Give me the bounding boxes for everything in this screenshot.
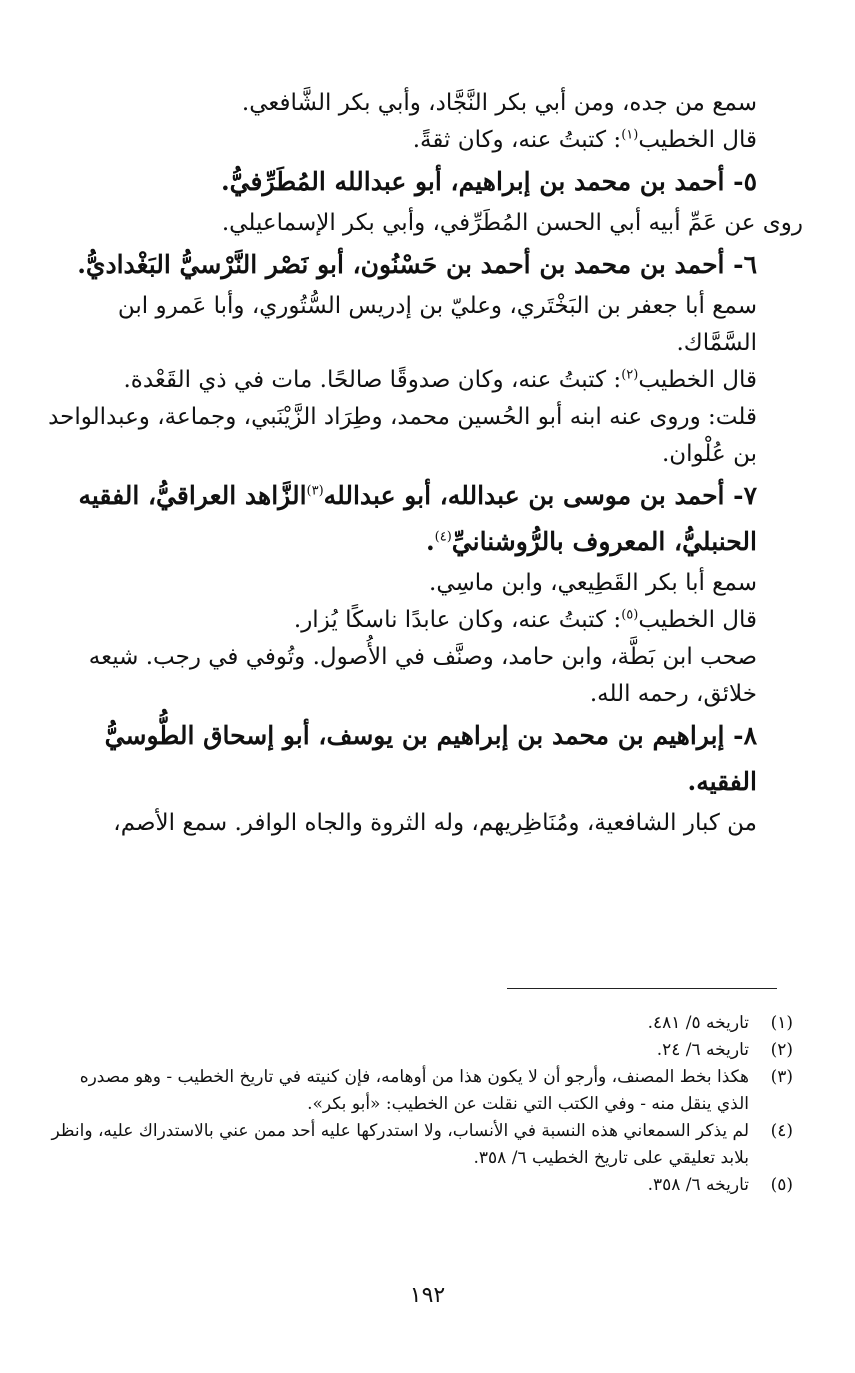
footnotes (48, 1010, 793, 1199)
paragraph-2: قال الخطيب$^{(١)}$: كتبتُ عنه، وكان ثقةً. (412, 127, 757, 153)
paragraph-1: سمع من جده، ومن أبي بكر النَّجَّاد، وأبي بكر الشَّافعي. (241, 90, 757, 116)
page-number: ١٩٢ (409, 1283, 446, 1308)
paragraph-10: من كبار الشافعية، ومُنَاظِريهم، وله الثروة والجاه الوافر. سمع الأصم، (113, 810, 757, 836)
footnote-number: (٢) (770, 1040, 793, 1060)
footnote-number: (٤) (770, 1121, 793, 1141)
footnote-text: لم يذكر السمعاني هذه النسبة في الأنساب، ولا استدركها عليه أحد ممن عني بالاستدراك عليه، وانظر بلابد تعليقي على تاريخ الخطيب ٦/ ٣٥٨. (51, 1121, 749, 1168)
paragraph-4: سمع أبا جعفر بن البَخْتَري، وعليّ بن إدريس السُّتُوري، وأبا عَمرو ابن السَّمَّاك. (117, 293, 757, 356)
entry-title-6: ٦- أحمد بن محمد بن أحمد بن حَسْنُون، أبو نَصْر النَّرْسيُّ البَغْداديُّ. (77, 250, 757, 279)
footnote-number: (٣) (770, 1067, 793, 1087)
paragraph-6: قلت: وروى عنه ابنه أبو الحُسين محمد، وطِرَاد الزَّيْنَبي، وجماعة، وعبدالواحد بن عُلْوان. (48, 404, 757, 467)
paragraph-9: صحب ابن بَطَّة، وابن حامد، وصنَّف في الأُصول. وتُوفي في رجب. شيعه خلائق، رحمه الله. (88, 644, 757, 707)
entry-title-7: ٧- أحمد بن موسى بن عبدالله، أبو عبدالله$^{(٣)}$الزَّاهد العراقيُّ، الفقيه الحنبليُّ، المعروف بالرُّوشنانيِّ$^{(٤)}$. (78, 481, 757, 556)
footnote-3 (48, 1064, 793, 1118)
footnote-text: تاريخه ٥/ ٤٨١. (647, 1013, 749, 1033)
footnote-5 (48, 1172, 793, 1199)
footnote-text: تاريخه ٦/ ٢٤. (656, 1040, 749, 1060)
footnote-ref-4[interactable]: (٤) (434, 529, 452, 545)
footnote-4 (48, 1118, 793, 1172)
footnote-number: (٥) (770, 1175, 793, 1195)
paragraph-8: قال الخطيب$^{(٥)}$: كتبتُ عنه، وكان عابدًا ناسكًا يُزار. (293, 607, 757, 633)
paragraph-5: قال الخطيب$^{(٢)}$: كتبتُ عنه، وكان صدوقًا صالحًا. مات في ذي القَعْدة. (123, 367, 757, 393)
footnote-ref-3[interactable]: (٣) (306, 483, 324, 499)
entry-title-5: ٥- أحمد بن محمد بن إبراهيم، أبو عبدالله المُطَرِّفيُّ. (220, 167, 757, 196)
paragraph-3: روى عن عَمِّ أبيه أبي الحسن المُطَرِّفي، وأبي بكر الإسماعيلي. (221, 210, 803, 236)
footnote-text: تاريخه ٦/ ٣٥٨. (647, 1175, 749, 1195)
footnote-text: هكذا بخط المصنف، وأرجو أن لا يكون هذا من أوهامه، فإن كنيته في تاريخ الخطيب - وهو مصدره الذي ينقل منه - وفي الكتب التي نقلت عن الخطيب: «أبو بكر». (79, 1067, 749, 1114)
footnote-1 (48, 1010, 793, 1037)
footnote-ref-2[interactable]: (٢) (621, 367, 639, 383)
entry-title-8: ٨- إبراهيم بن محمد بن إبراهيم بن يوسف، أبو إسحاق الطُّوسيُّ الفقيه. (104, 721, 757, 796)
main-text (48, 85, 803, 842)
footnote-divider (507, 988, 777, 989)
footnote-number: (١) (770, 1013, 793, 1033)
paragraph-7: سمع أبا بكر القَطِيعي، وابن ماسِي. (429, 570, 757, 596)
footnote-2 (48, 1037, 793, 1064)
footnote-ref-1[interactable]: (١) (621, 127, 639, 143)
footnote-ref-5[interactable]: (٥) (621, 607, 639, 623)
